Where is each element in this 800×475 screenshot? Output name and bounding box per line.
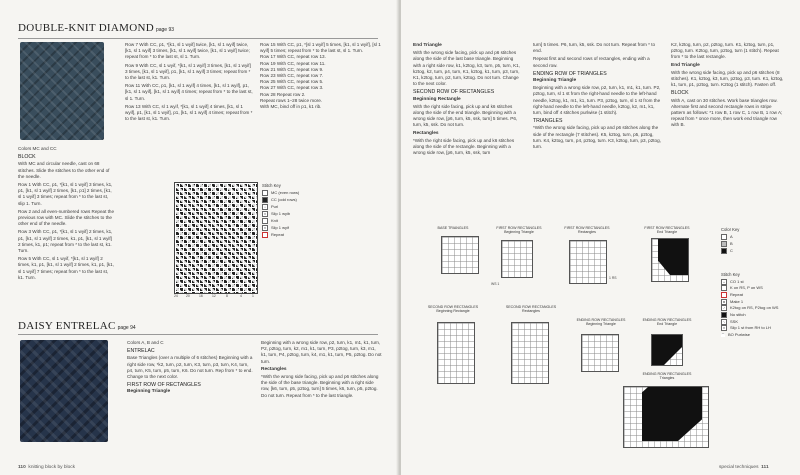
block-instructions: Colors MC and CC BLOCK With MC and circular needle, cast on 68 stitches. Slide the stitches to the other end of the needle. Row 1 With CC, p1, *[k1, sl 1 wyif] 3 times, k1, p1, [k1, sl 1 wyif] 2 times, [k1, p1] 2 times, [k1, sl 1 wyif] 3 times; repeat from * to the last st, slip 1. Turn. Row 2 and all even-numbered rows Repeat the previous row with MC. Slide the stitches to the other end of the needle. Row 3 With CC, p1, *[k1, sl 1 wyif] 2 times, k1, p1, [k1, sl 1 wyif] 2 times, k1, p1, [k1, sl 1 wyif] 2 times, k1, p1; repeat from * to the last st, k1. Turn. Row 5 With CC, sl 1 wyif, *[k1, sl 1 wyif] 2 times, k1, p1, [k1, sl 1 wyif] 2 times, k1, p1, [k1, sl 1 wyif] 7 times; repeat from * to the last st, k1. Turn. [18, 146, 115, 280]
chart-first-row-rectangles [569, 240, 607, 284]
row-instructions-col2: Row 7 With CC, p1, *[k1, sl 1 wyif] twice, [k1, sl 1 wyif] twice, [k1, sl 1 wyif] 3 times, [k1, sl 1 wyif] twice, [k1, sl 1 wyif] twice; repeat from * to the last st, sl 1. Turn. Row 9 With CC, sl 1 wyif, *[k1, sl 1 wyif] 3 times, [k1, sl 1 wyif] 3 times, [k1, sl 1 wyif], p1, [k1, sl 1 wyif] 3 times; repeat from * to the last st, k1. Turn. Row 11 With CC, p1, [k1, sl 1 wyif] 4 times, [k1, sl 1 wyif], p1, [k1, sl 1 wyif], [k1, sl 1 wyif] 4 times; repeat from * to the last st, sl 1. Turn. Row 13 With CC, sl 1 wyif, *[k1, sl 1 wyif] 4 times, [k1, sl 1 wyif], p1, [k1, sl 1 wyif], p1, [k1, sl 1 wyif] 4 times; repeat from * to the last st, k1. Turn. [125, 42, 253, 122]
heading-rule [18, 334, 378, 335]
chart-title: FIRST ROW RECTANGLES Beginning Triangle [496, 226, 542, 235]
key-item: V Slip 1 wyib [263, 211, 291, 216]
swatch-photo-double-knit [20, 42, 104, 140]
chart-second-row-rectangles [511, 322, 549, 384]
chart-title: FIRST ROW RECTANGLES Rectangles [564, 226, 610, 235]
color-key-item: A [721, 233, 791, 240]
double-knit-stitch-key: Stitch Key MC (even rows) CC (odd rows) • Purl V Slip 1 wyib Knit V Slip 1 wyif Repeat [262, 182, 342, 238]
key-item: V Slip 1 st from RH to LH [722, 325, 771, 331]
chart-ending-row-beg-triangle [581, 334, 619, 372]
chart-shaded-area [642, 387, 702, 441]
right-col2-text: turn] 5 times. P6, turn, k5, ssk. Do not turn. Repeat from * to end. Repeat first and second rows of rectangles, ending with a second row. ENDING ROW OF TRIANGLES Beginning Triangle Beginning with a wrong side row, p2, turn, k1, m1, k1, turn. P2, p2tog, turn, sl 1 st from the right-hand needle to the left-hand needle, k2tog, k1, m1, k1, turn. P3, p2tog, turn, sl 1 st from the right-hand needle to the left-hand needle, k2tog, k2, m1, k1, turn, bind off 4 stitches purlwise (1 stitch). TRIANGLES *With the wrong side facing, pick up and p6 stitches along the side of the rectangle (7 stitches). K5, k2tog, turn, p5, p2tog, turn. K4, k2tog, turn, p4, p2tog, turn. K3, k2tog, turn, p3, p2tog, turn. [533, 42, 661, 150]
right-folio: special techniques 111 [719, 465, 769, 470]
right-col1-text: End Triangle With the wrong side facing, pick up and p6 stitches along the side of the last base triangle. Beginning with a right side row, k1, k2tog, k3, turn, p5, turn, K1, k2tog, k2, turn, p4, turn, K1, k2tog, k1, turn, p3, turn, K1, k2tog, turn, p2, turn, k2tog. Do not turn. Change to the next color. SECOND ROW OF RECTANGLES Beginning Rectangle With the right side facing, pick up and k6 stitches along the side of the end triangle. Beginning with a wrong side row, [p6, turn, k5, ssk, turn] 5 times. P6, turn, k5, ssk. Do not turn. Rectangles *With the right side facing, pick up and k6 stitches along the side of the rectangle. Beginning with a wrong side row, [p6, turn, k5, ssk, turn [413, 43, 520, 156]
chart-ending-row-triangles [623, 386, 709, 448]
section-title-daisy-entrelac: DAISY ENTRELAC page 94 [18, 320, 136, 332]
key-item: K on RS, P on WS [721, 285, 795, 292]
right-page [401, 0, 800, 475]
ws-label: WS 1 [491, 282, 500, 286]
chart-bottom-numbers: 24 20 16 12 8 4 1 [174, 294, 254, 298]
entrelac-stitch-key: Stitch Key + CO 1 st K on RS, P on WS Repeat M Make 1 / K2tog on RS, P2tog on WS No stitch \ SSK V Slip 1 st from RH to LH ⌒ BO Purlwise [721, 272, 795, 338]
right-col3-text: K2, k2tog, turn, p2, p2tog, turn. K1, k2tog, turn, p1, p2tog, turn. K2tog, turn, p2tog, turn (1 stitch). Repeat from * to the last rectangle. End Triangle With the wrong side facing, pick up and p6 stitches (8 stitches). K1, k2tog, k3, turn, p2tog, p3, turn. K1, k2tog, k1, turn, p1, p2tog, turn. K2tog (1 stitch). Fasten off. BLOCK With A, cast on 30 stitches. Work base triangles row. Alternate first and second rectangle rows in stripe pattern as follows: *1 row B, 1 row C, 1 row B, 1 row A; repeat from * once more, then work end triangle row with B. [671, 42, 784, 128]
chart-base-triangles [441, 236, 479, 274]
chart-title: ENDING ROW RECTANGLES End Triangle [642, 318, 692, 327]
color-key-item: C [721, 247, 791, 254]
key-item: ⌒ BO Purlwise [721, 331, 751, 337]
key-item: MC (even rows) [262, 189, 342, 196]
color-key: Color Key A B C [721, 226, 791, 254]
key-item: No stitch [721, 312, 795, 319]
left-page [0, 0, 399, 475]
key-item: Knit [262, 217, 342, 224]
key-item: Repeat [262, 231, 342, 238]
left-folio: 110 knitting block by block [18, 465, 76, 470]
chart-first-row-beg-triangle [501, 240, 533, 278]
section-title-double-knit: DOUBLE-KNIT DIAMOND page 93 [18, 22, 175, 34]
color-key-item: B [721, 240, 791, 247]
chart-title: FIRST ROW RECTANGLES End Triangle [644, 226, 690, 235]
double-knit-chart [174, 182, 258, 294]
chart-first-row-end-triangle [651, 238, 689, 282]
chart-title: BASE TRIANGLES [437, 226, 469, 230]
key-item: CC (odd rows) [262, 196, 342, 203]
chart-ending-row-end-triangle [651, 334, 683, 366]
key-item: / K2tog on RS, P2tog on WS [721, 305, 795, 312]
chart-shaded-area [658, 239, 688, 275]
key-item: + CO 1 st [721, 279, 795, 286]
entrelac-instructions-col2: Beginning with a wrong side row, p2, turn, k1, m1, k1, turn, P2, p2tog, turn, k2, m1, k1, turn, P3, p2tog, turn, k3, m1, k1, turn, P4, p2tog, turn, k4, m1, k1, turn, P5, p2tog. Do not turn. Rectangles *With the wrong side facing, pick up and p6 stitches along the side of the base triangle. Beginning with a right side row, [k6, turn, p5, p2tog, turn] 5 times, k6, turn, p5, p2tog. Do not turn. Repeat from * to the last triangle. [261, 340, 382, 398]
key-item: Repeat [721, 292, 795, 299]
chart-title: SECOND ROW RECTANGLES Beginning Rectangle [427, 305, 479, 314]
key-item: • Purl [262, 203, 342, 210]
chart-title: ENDING ROW RECTANGLES Triangles [642, 372, 692, 381]
entrelac-instructions: Colors A, B and C ENTRELAC Base Triangles (over a multiple of 6 stitches) Beginning with a right side row, *k2, turn, p2, turn, K3, turn, p3, turn, K4, turn, p4, turn, K5, turn, p5, turn, K6. Do not turn. Rep from * to end. Change to the next color. FIRST ROW OF RECTANGLES Beginning Triangle [127, 340, 253, 395]
key-item: M Make 1 [722, 298, 744, 304]
chart-title: SECOND ROW RECTANGLES Rectangles [505, 305, 557, 314]
chart-second-row-beg-rect [437, 322, 475, 384]
key-item: \ SSK [721, 319, 795, 326]
chart-title: ENDING ROW RECTANGLES Beginning Triangle [576, 318, 626, 327]
chart-shaded-area [652, 335, 682, 365]
row-instructions-col3: Row 15 With CC, p1, *[sl 1 wyif] 5 times, [k1, sl 1 wyif], [sl 1 wyif] 5 times; repeat from * to the last st, sl 1. Turn. Row 17 With CC, repeat row 13. Row 19 With CC, repeat row 11. Row 21 With CC, repeat row 9. Row 23 With CC, repeat row 7. Row 25 With CC, repeat row 5. Row 27 With CC, repeat row 3. Row 28 Repeat row 2. Repeat rows 1–28 twice more. With MC, bind off in p1, k1 rib. [260, 42, 381, 110]
heading-rule [18, 38, 378, 39]
key-item: V Slip 1 wyif [263, 225, 290, 230]
rs-label: 1 RS [609, 276, 617, 280]
swatch-photo-daisy [20, 340, 108, 442]
